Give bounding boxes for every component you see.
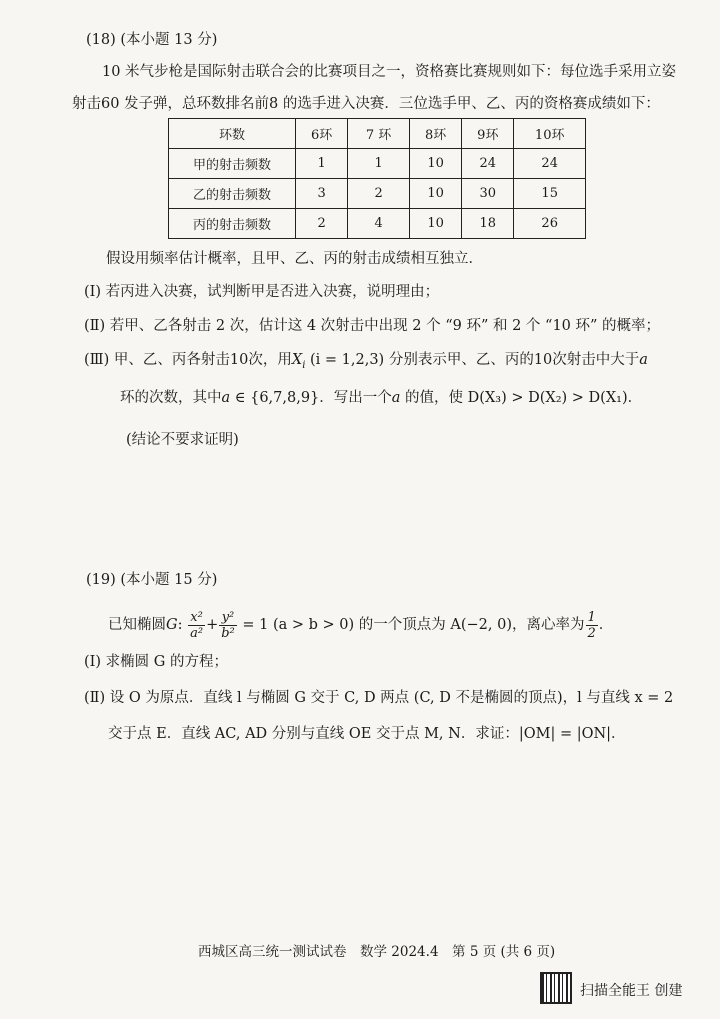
q18-part3-line1 xyxy=(84,350,648,376)
table-cell: 2 xyxy=(348,179,410,209)
q18-part3-text-d: (i = 1,2,3) 分别表示甲、乙、丙的10次射击中大于 xyxy=(305,352,640,368)
table-cell: 10 xyxy=(410,149,462,179)
table-cell: 2 xyxy=(296,209,348,239)
q19-part1: (Ⅰ) 求椭圆 G 的方程； xyxy=(84,654,228,670)
table-header-row xyxy=(169,119,586,149)
table-cell: 10 xyxy=(410,209,462,239)
q18-part1: (Ⅰ) 若丙进入决赛，试判断甲是否进入决赛，说明理由； xyxy=(84,284,440,300)
table-cell: 1 xyxy=(296,149,348,179)
q18-part3-line2-a: 环的次数，其中 xyxy=(120,390,222,406)
q18-header: (18) (本小题 13 分) xyxy=(86,32,218,48)
q18-part3-line2-e: 的值，使 D(X₃) > D(X₂) > D(X₁)． xyxy=(400,390,643,406)
table-cell: 15 xyxy=(514,179,586,209)
table-header-cell: 6环 xyxy=(296,119,348,149)
table-row xyxy=(169,209,586,239)
q19-line1 xyxy=(108,608,613,642)
fraction-numerator: x² xyxy=(188,610,205,626)
q18-assumption: 假设用频率估计概率，且甲、乙、丙的射击成绩相互独立． xyxy=(106,251,483,267)
fraction-denominator: a² xyxy=(190,625,204,641)
table-cell: 24 xyxy=(462,149,514,179)
q18-part3-text-a: (Ⅲ) 甲、乙、丙各射击10次，用 xyxy=(84,352,292,368)
var-i: i xyxy=(302,359,306,371)
table-cell: 30 xyxy=(462,179,514,209)
fraction-numerator: y² xyxy=(219,610,237,626)
plus-sign: + xyxy=(206,617,219,633)
fraction-denominator: b² xyxy=(221,625,235,641)
var-a: a xyxy=(221,390,231,406)
scanner-watermark: 扫描全能王 创建 xyxy=(580,983,683,999)
q19-header: (19) (本小题 15 分) xyxy=(86,572,218,588)
score-table xyxy=(168,118,586,239)
table-cell: 乙的射击频数 xyxy=(169,179,296,209)
table-row xyxy=(169,149,586,179)
table-header-cell: 7 环 xyxy=(348,119,410,149)
table-cell: 丙的射击频数 xyxy=(169,209,296,239)
q18-note: (结论不要求证明) xyxy=(126,432,239,448)
table-cell: 18 xyxy=(462,209,514,239)
fraction-x2-a2 xyxy=(188,610,205,641)
table-cell: 甲的射击频数 xyxy=(169,149,296,179)
table-cell: 10 xyxy=(410,179,462,209)
q19-line1-c: : xyxy=(177,617,188,633)
table-cell: 3 xyxy=(296,179,348,209)
table-header-cell: 10环 xyxy=(514,119,586,149)
table-cell: 26 xyxy=(514,209,586,239)
var-a: a xyxy=(391,390,401,406)
q19-part2-line1: (Ⅱ) 设 O 为原点．直线 l 与椭圆 G 交于 C, D 两点 (C, D 不是椭圆的顶点)，l 与直线 x = 2 xyxy=(84,690,674,706)
table-cell: 24 xyxy=(514,149,586,179)
q18-intro-line1: 10 米气步枪是国际射击联合会的比赛项目之一，资格赛比赛规则如下：每位选手采用立姿 xyxy=(102,64,677,80)
table-header-cell: 9环 xyxy=(462,119,514,149)
q19-line1-d: = 1 (a > b > 0) 的一个顶点为 A(−2, 0)，离心率为 xyxy=(237,617,585,633)
table-row xyxy=(169,179,586,209)
table-header-cell: 8环 xyxy=(410,119,462,149)
q18-part3-line2-c: ∈ {6,7,8,9}．写出一个 xyxy=(230,390,392,406)
page-footer: 西城区高三统一测试试卷 数学 2024.4 第 5 页 (共 6 页) xyxy=(198,944,556,960)
fraction-denominator: 2 xyxy=(587,625,596,641)
q19-line1-e: ． xyxy=(598,617,614,633)
qr-code-icon xyxy=(540,972,572,1004)
q18-part3-line2 xyxy=(120,388,642,408)
q19-part2-line2: 交于点 E．直线 AC, AD 分别与直线 OE 交于点 M, N．求证：|OM| = |ON|． xyxy=(108,726,626,742)
table-cell: 4 xyxy=(348,209,410,239)
q18-part2: (Ⅱ) 若甲、乙各射击 2 次，估计这 4 次射击中出现 2 个 “9 环” 和 2 个 “10 环” 的概率； xyxy=(84,318,661,334)
var-x: X xyxy=(291,352,303,368)
q19-line1-a: 已知椭圆 xyxy=(108,617,166,633)
table-cell: 1 xyxy=(348,149,410,179)
var-a: a xyxy=(639,352,648,368)
q18-intro-line2: 射击60 发子弹，总环数排名前8 的选手进入决赛．三位选手甲、乙、丙的资格赛成绩如下： xyxy=(72,96,660,112)
fraction-y2-b2 xyxy=(219,610,237,641)
fraction-one-half xyxy=(586,610,598,641)
fraction-numerator: 1 xyxy=(587,609,596,625)
table-header-cell: 环数 xyxy=(169,119,296,149)
var-g: G xyxy=(166,617,178,633)
